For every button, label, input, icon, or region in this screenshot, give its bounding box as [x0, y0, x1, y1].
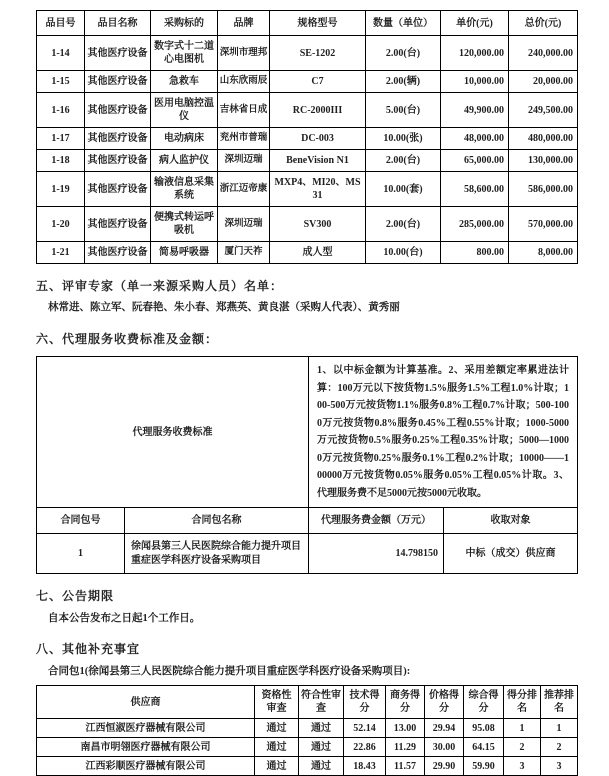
brand: 浙江迈帝康	[218, 172, 270, 207]
col-header-conformity-review: 符合性审查	[299, 686, 344, 719]
score-rank: 2	[504, 738, 541, 757]
total-price: 249,500.00	[509, 93, 578, 128]
section-heading-experts: 五、评审专家（单一来源采购人员）名单：	[36, 279, 284, 293]
score-rank: 1	[504, 719, 541, 738]
target: 便携式转运呼吸机	[151, 207, 218, 242]
unit-price: 800.00	[441, 242, 509, 264]
total-price: 480,000.00	[509, 128, 578, 150]
unit-price: 48,000.00	[441, 128, 509, 150]
price-score: 29.90	[425, 757, 464, 776]
charged-to: 中标（成交）供应商	[444, 534, 578, 574]
fee-amount: 14.798150	[309, 534, 444, 574]
total-score: 95.08	[464, 719, 504, 738]
tech-score: 52.14	[344, 719, 386, 738]
price-score: 29.94	[425, 719, 464, 738]
brand: 厦门天祚	[218, 242, 270, 264]
col-header-package-name: 合同包名称	[125, 508, 309, 534]
model: SV300	[270, 207, 366, 242]
brand: 深圳迈瑞	[218, 207, 270, 242]
qty: 2.00(台)	[366, 150, 441, 172]
fee-standard-text: 1、以中标金额为计算基准。2、采用差额定率累进法计算：100万元以下按货物1.5%服务1.5%工程1.0%计取；100-500万元按货物1.1%服务0.8%工程0.7%计取；500-1000万元按货物0.8%服务0.45%工程0.55%计取；1000-5000万元按货物0.5%服务0.25%工程0.35%计取；5000—10000万元按货物0.25%服务0.1%工程0.2%计取；10000——100000万元按货物0.05%服务0.05%工程0.05%计取。3、代理服务费不足5000元按5000元收取。	[309, 357, 578, 508]
item-no: 1-16	[37, 93, 85, 128]
qty: 10.00(台)	[366, 242, 441, 264]
target: 简易呼吸器	[151, 242, 218, 264]
total-price: 130,000.00	[509, 150, 578, 172]
unit-price: 49,900.00	[441, 93, 509, 128]
qty: 5.00(台)	[366, 93, 441, 128]
conformity-review: 通过	[299, 719, 344, 738]
item-name: 其他医疗设备	[85, 36, 151, 71]
col-header-item-name: 品目名称	[85, 11, 151, 36]
col-header-qty: 数量（单位）	[366, 11, 441, 36]
col-header-price-score: 价格得分	[425, 686, 464, 719]
table-row	[37, 150, 578, 172]
col-header-score-rank: 得分排名	[504, 686, 541, 719]
recommend-rank: 1	[541, 719, 578, 738]
col-header-charged-to: 收取对象	[444, 508, 578, 534]
target: 病人监护仪	[151, 150, 218, 172]
table-row	[37, 534, 578, 574]
total-score: 59.90	[464, 757, 504, 776]
section-heading-notice-period: 七、公告期限	[36, 589, 115, 603]
unit-price: 285,000.00	[441, 207, 509, 242]
qualification-review: 通过	[255, 738, 299, 757]
business-score: 11.57	[386, 757, 425, 776]
col-header-model: 规格型号	[270, 11, 366, 36]
item-name: 其他医疗设备	[85, 242, 151, 264]
table-row	[37, 757, 578, 776]
total-price: 586,000.00	[509, 172, 578, 207]
section-heading-other: 八、其他补充事宜	[36, 642, 141, 656]
col-header-qualification-review: 资格性审查	[255, 686, 299, 719]
qty: 2.00(台)	[366, 36, 441, 71]
col-header-item-no: 品目号	[37, 11, 85, 36]
brand: 吉林省日成	[218, 93, 270, 128]
col-header-fee-amount: 代理服务费金额（万元）	[309, 508, 444, 534]
conformity-review: 通过	[299, 738, 344, 757]
items-table-header-row	[37, 11, 578, 36]
item-no: 1-21	[37, 242, 85, 264]
total-price: 570,000.00	[509, 207, 578, 242]
total-score: 64.15	[464, 738, 504, 757]
recommend-rank: 3	[541, 757, 578, 776]
item-name: 其他医疗设备	[85, 207, 151, 242]
item-name: 其他医疗设备	[85, 172, 151, 207]
supplier-name: 江西恒淑医疗器械有限公司	[37, 719, 255, 738]
recommend-rank: 2	[541, 738, 578, 757]
col-header-total-price: 总价(元)	[509, 11, 578, 36]
target: 数字式十二道心电图机	[151, 36, 218, 71]
package-name: 徐闻县第三人民医院综合能力提升项目重症医学科医疗设备采购项目	[125, 534, 309, 574]
table-row	[37, 207, 578, 242]
qty: 2.00(辆)	[366, 71, 441, 93]
qty: 2.00(台)	[366, 207, 441, 242]
table-row	[37, 242, 578, 264]
col-header-total-score: 综合得分	[464, 686, 504, 719]
item-name: 其他医疗设备	[85, 128, 151, 150]
table-row	[37, 738, 578, 757]
procurement-items-table	[36, 10, 578, 264]
expert-names: 林常进、陈立军、阮春艳、朱小春、郑燕英、黄良湛（采购人代表）、黄秀丽	[48, 302, 400, 313]
qualification-review: 通过	[255, 757, 299, 776]
price-score: 30.00	[425, 738, 464, 757]
table-row	[37, 172, 578, 207]
model: C7	[270, 71, 366, 93]
item-name: 其他医疗设备	[85, 150, 151, 172]
model: SE-1202	[270, 36, 366, 71]
item-no: 1-19	[37, 172, 85, 207]
unit-price: 120,000.00	[441, 36, 509, 71]
supplier-name: 江西彩顺医疗器械有限公司	[37, 757, 255, 776]
item-no: 1-14	[37, 36, 85, 71]
table-row	[37, 128, 578, 150]
qty: 10.00(张)	[366, 128, 441, 150]
notice-period-content: 自本公告发布之日起1个工作日。	[48, 613, 201, 624]
unit-price: 10,000.00	[441, 71, 509, 93]
model: RC-2000III	[270, 93, 366, 128]
col-header-package-no: 合同包号	[37, 508, 125, 534]
unit-price: 65,000.00	[441, 150, 509, 172]
tech-score: 22.86	[344, 738, 386, 757]
business-score: 11.29	[386, 738, 425, 757]
item-no: 1-17	[37, 128, 85, 150]
brand: 深圳市理邦	[218, 36, 270, 71]
col-header-business-score: 商务得分	[386, 686, 425, 719]
supplier-name: 南昌市明翎医疗器械有限公司	[37, 738, 255, 757]
model: 成人型	[270, 242, 366, 264]
unit-price: 58,600.00	[441, 172, 509, 207]
brand: 兖州市普瑞	[218, 128, 270, 150]
brand: 深圳迈瑞	[218, 150, 270, 172]
col-header-tech-score: 技术得分	[344, 686, 386, 719]
fee-table-header-row	[37, 508, 578, 534]
business-score: 13.00	[386, 719, 425, 738]
target: 输液信息采集系统	[151, 172, 218, 207]
other-content: 合同包1(徐闻县第三人民医院综合能力提升项目重症医学科医疗设备采购项目):	[48, 666, 411, 677]
item-name: 其他医疗设备	[85, 71, 151, 93]
table-row	[37, 71, 578, 93]
fee-standard-label: 代理服务收费标准	[37, 357, 309, 508]
target: 电动病床	[151, 128, 218, 150]
model: MXP4、MI20、MS31	[270, 172, 366, 207]
tech-score: 18.43	[344, 757, 386, 776]
col-header-brand: 品牌	[218, 11, 270, 36]
conformity-review: 通过	[299, 757, 344, 776]
agency-fee-table	[36, 356, 578, 574]
qualification-review: 通过	[255, 719, 299, 738]
qty: 10.00(套)	[366, 172, 441, 207]
col-header-target: 采购标的	[151, 11, 218, 36]
item-no: 1-15	[37, 71, 85, 93]
col-header-recommend-rank: 推荐排名	[541, 686, 578, 719]
supplier-score-table	[36, 685, 578, 776]
col-header-supplier: 供应商	[37, 686, 255, 719]
item-no: 1-20	[37, 207, 85, 242]
item-name: 其他医疗设备	[85, 93, 151, 128]
section-heading-agency-fee: 六、代理服务收费标准及金额：	[36, 332, 219, 346]
table-row	[37, 93, 578, 128]
fee-standard-row	[37, 357, 578, 508]
package-no: 1	[37, 534, 125, 574]
item-no: 1-18	[37, 150, 85, 172]
brand: 山东欣雨辰	[218, 71, 270, 93]
table-row	[37, 36, 578, 71]
model: BeneVision N1	[270, 150, 366, 172]
target: 医用电脑控温仪	[151, 93, 218, 128]
model: DC-003	[270, 128, 366, 150]
score-table-header-row	[37, 686, 578, 719]
score-rank: 3	[504, 757, 541, 776]
col-header-unit-price: 单价(元)	[441, 11, 509, 36]
total-price: 240,000.00	[509, 36, 578, 71]
target: 急救车	[151, 71, 218, 93]
total-price: 20,000.00	[509, 71, 578, 93]
total-price: 8,000.00	[509, 242, 578, 264]
